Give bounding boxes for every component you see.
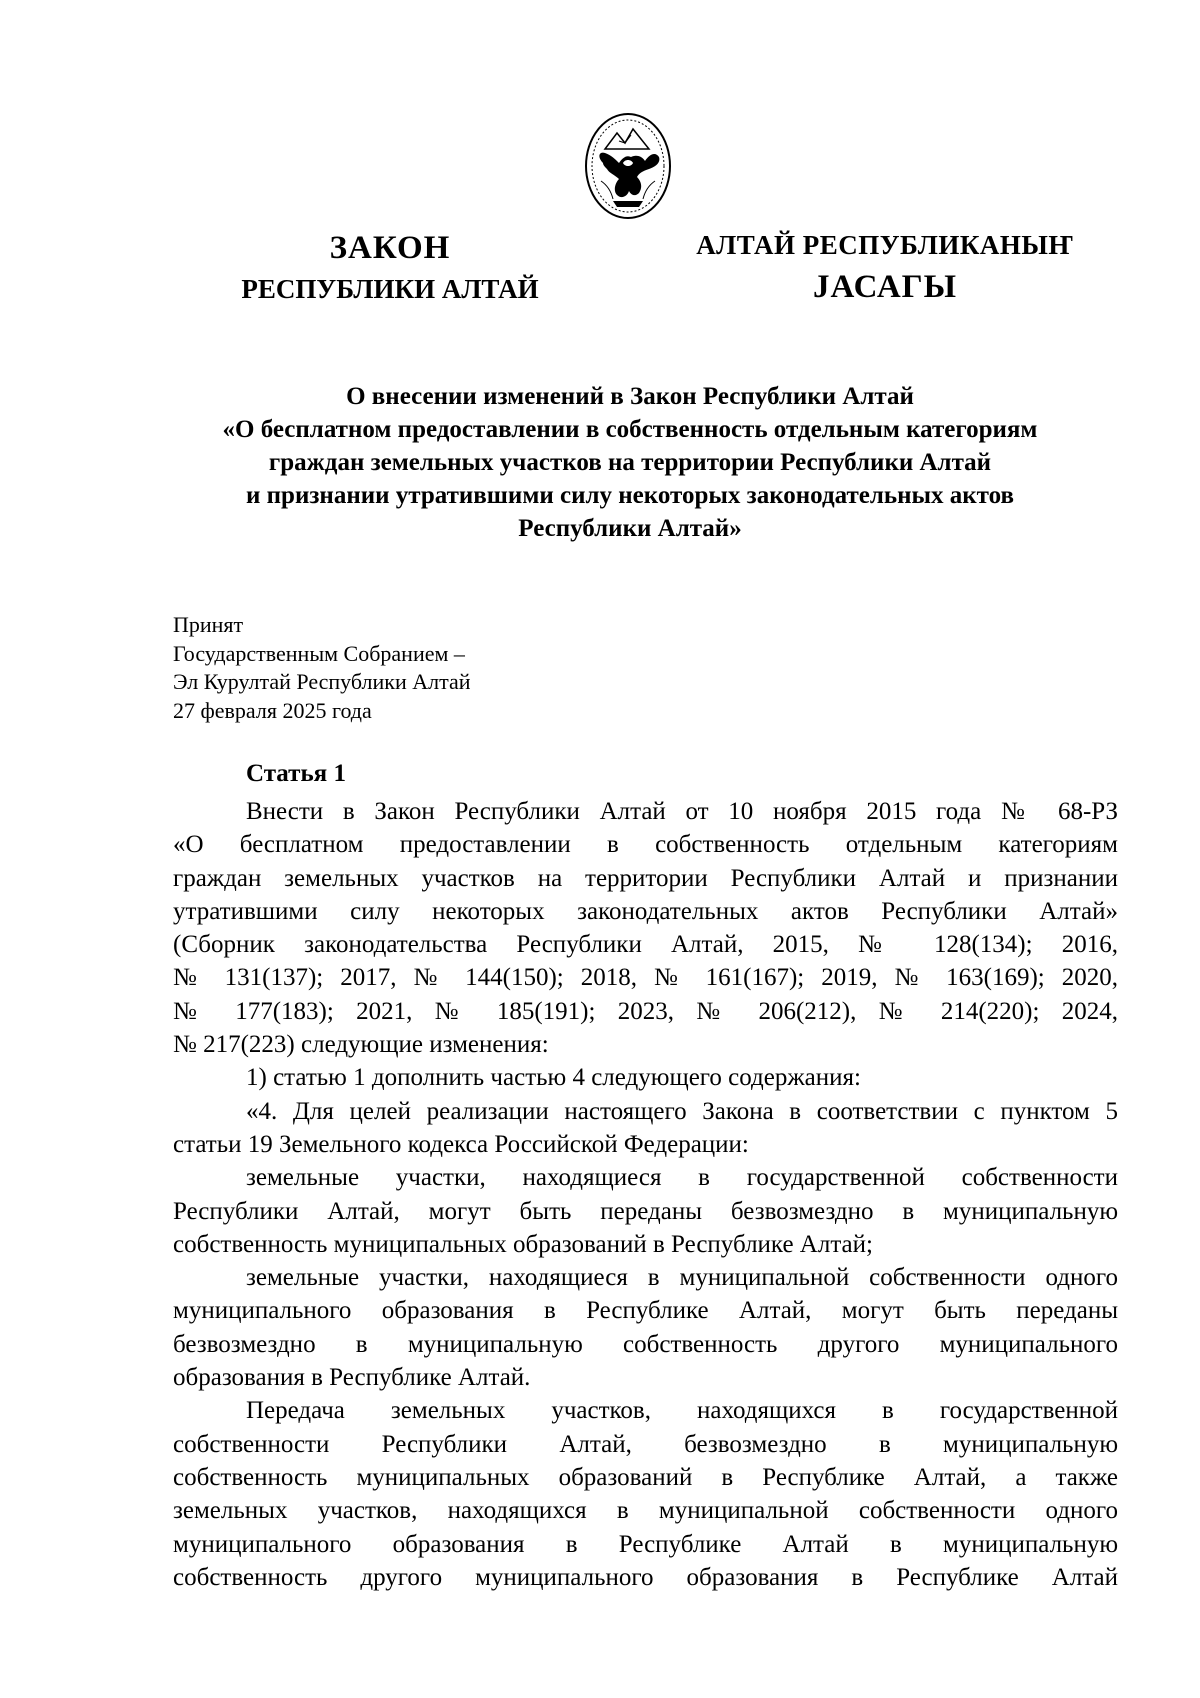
adoption-line: Принят — [173, 612, 244, 637]
title-line: граждан земельных участков на территории Республики Алтай — [268, 449, 992, 476]
body-line: граждан земельных участков на территории Республики Алтай и признании — [173, 864, 1118, 892]
title-line: и признании утратившими силу некоторых законодательных актов — [246, 482, 1014, 509]
law-label-altai: JАСАГЫ — [812, 269, 958, 305]
republic-label-altai: АЛТАЙ РЕСПУБЛИКАНЫҤ — [696, 230, 1074, 260]
republic-label: РЕСПУБЛИКИ АЛТАЙ — [241, 274, 539, 304]
body-line: земельные участки, находящиеся в муниципальной собственности одного — [246, 1264, 1118, 1292]
body-line: Внести в Закон Республики Алтай от 10 ноября 2015 года № 68-РЗ — [246, 798, 1118, 825]
body-line: (Сборник законодательства Республики Алтай, 2015, № 128(134); 2016, — [173, 931, 1118, 959]
body-line: муниципального образования в Республике Алтай, могут быть переданы — [173, 1297, 1118, 1325]
adoption-line: Государственным Собранием – — [173, 640, 465, 666]
coat-of-arms-icon — [583, 111, 673, 221]
document-title — [160, 380, 1100, 545]
article-heading: Статья 1 — [246, 760, 346, 787]
body-line: собственность муниципальных образований в Республике Алтай; — [173, 1230, 873, 1258]
body-line: муниципального образования в Республике Алтай в муниципальную — [173, 1530, 1118, 1558]
title-line: О внесении изменений в Закон Республики Алтай — [346, 383, 914, 410]
body-line: № 217(223) следующие изменения: — [173, 1031, 549, 1059]
title-line: «О бесплатном предоставлении в собственность отдельным категориям — [222, 416, 1038, 443]
article-body — [173, 795, 1118, 1594]
body-line: собственность другого муниципального образования в Республике Алтай — [173, 1563, 1118, 1591]
body-line: земельные участки, находящиеся в государственной собственности — [246, 1164, 1118, 1192]
body-line: статьи 19 Земельного кодекса Российской Федерации: — [173, 1130, 749, 1158]
body-line: № 177(183); 2021, № 185(191); 2023, № 206(212), № 214(220); 2024, — [173, 997, 1118, 1025]
body-line: образования в Республике Алтай. — [173, 1364, 531, 1392]
body-line: Передача земельных участков, находящихся в государственной — [246, 1397, 1118, 1425]
body-line: земельных участков, находящихся в муниципальной собственности одного — [173, 1497, 1118, 1525]
title-line: Республики Алтай» — [518, 515, 742, 542]
adoption-date: 27 февраля 2025 года — [173, 697, 372, 723]
body-line: утратившими силу некоторых законодательных актов Республики Алтай» — [173, 897, 1118, 925]
body-line: безвозмездно в муниципальную собственность другого муниципального — [173, 1330, 1118, 1358]
adoption-line: Эл Курултай Республики Алтай — [173, 669, 471, 694]
adoption-block — [173, 611, 471, 725]
body-line: Республики Алтай, могут быть переданы безвозмездно в муниципальную — [173, 1197, 1118, 1225]
body-line: собственности Республики Алтай, безвозмездно в муниципальную — [173, 1430, 1118, 1458]
header-left — [200, 226, 580, 308]
body-line: «4. Для целей реализации настоящего Закона в соответствии с пунктом 5 — [246, 1097, 1118, 1125]
body-line: собственность муниципальных образований в Республике Алтай, а также — [173, 1463, 1118, 1491]
body-line: 1) статью 1 дополнить частью 4 следующего содержания: — [246, 1064, 861, 1092]
law-label: ЗАКОН — [329, 230, 451, 266]
body-line: «О бесплатном предоставлении в собственность отдельным категориям — [173, 831, 1118, 859]
body-line: № 131(137); 2017, № 144(150); 2018, № 161(167); 2019, № 163(169); 2020, — [173, 964, 1118, 992]
header-right — [660, 226, 1110, 309]
